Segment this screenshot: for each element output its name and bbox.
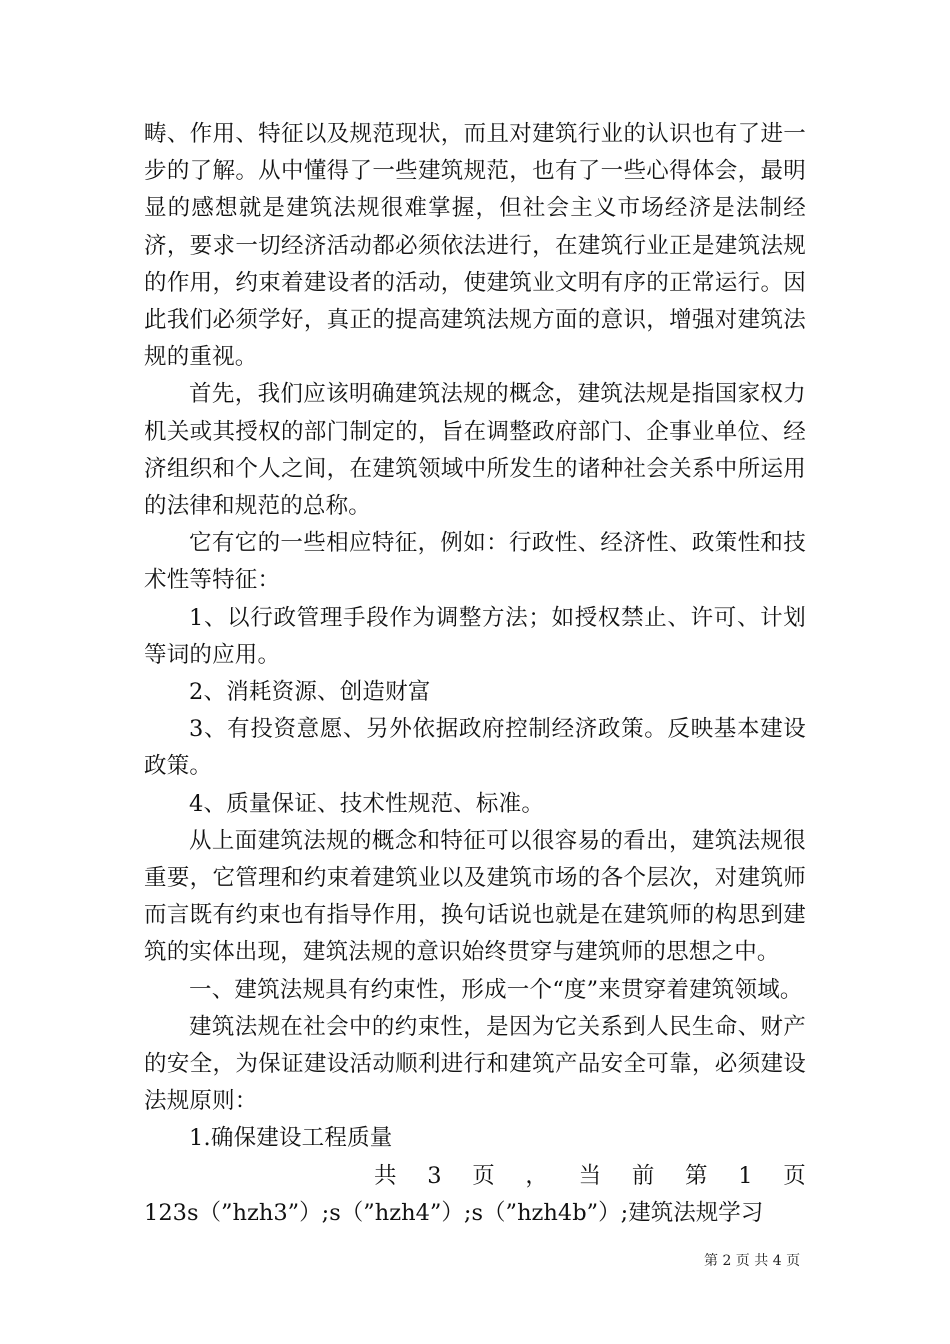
trailing-code-line: 123s（”hzh3”）;s（”hzh4”）;s（”hzh4b”）;建筑法规学习: [144, 1199, 764, 1226]
paragraph-11: 1.确保建设工程质量: [189, 1125, 393, 1152]
page-footer-label: 第 2 页 共 4 页: [704, 1253, 801, 1269]
paragraph-3: 它有它的一些相应特征，例如：行政性、经济性、政策性和技术性等特征：: [144, 530, 806, 594]
page-counter-token: 共: [374, 1162, 397, 1189]
page-counter-token: 当: [578, 1162, 602, 1189]
paragraph-7: 4、质量保证、技术性规范、标准。: [189, 790, 545, 817]
page-counter-token: 前: [631, 1162, 655, 1189]
paragraph-8: 从上面建筑法规的概念和特征可以很容易的看出，建筑法规很重要，它管理和约束着建筑业以及建筑市场的各个层次，对建筑师而言既有约束也有指导作用，换句话说也就是在建筑师的构思到建筑的实体出现，建筑法规的意识始终贯穿与建筑师的思想之中。: [144, 827, 806, 966]
document-body: [144, 116, 806, 1232]
page-counter-token: 第: [685, 1162, 708, 1189]
paragraph-6: 3、有投资意愿、另外依据政府控制经济政策。反映基本建设政策。: [144, 716, 806, 780]
paragraph-4: 1、以行政管理手段作为调整方法；如授权禁止、许可、计划等词的应用。: [144, 604, 806, 668]
page-counter-token: 页: [783, 1162, 806, 1189]
page-counter-token: 1: [738, 1162, 753, 1189]
paragraph-2: 首先，我们应该明确建筑法规的概念，建筑法规是指国家权力机关或其授权的部门制定的，旨在调整政府部门、企事业单位、经济组织和个人之间，在建筑领域中所发生的诸种社会关系中所运用的法律和规范的总称。: [144, 381, 806, 520]
paragraph-10: 建筑法规在社会中的约束性，是因为它关系到人民生命、财产的安全，为保证建设活动顺利进行和建筑产品安全可靠，必须建设法规原则：: [144, 1013, 806, 1115]
inline-page-counter: [144, 1158, 806, 1195]
page-counter-token: ，: [525, 1162, 549, 1189]
page-counter-token: 3: [427, 1162, 442, 1189]
paragraph-9: 一、建筑法规具有约束性，形成一个“度”来贯穿着建筑领域。: [189, 976, 803, 1003]
paragraph-5: 2、消耗资源、创造财富: [189, 679, 431, 706]
paragraph-1: 畴、作用、特征以及规范现状，而且对建筑行业的认识也有了进一步的了解。从中懂得了一些建筑规范，也有了一些心得体会，最明显的感想就是建筑法规很难掌握，但社会主义市场经济是法制经济，要求一切经济活动都必须依法进行，在建筑行业正是建筑法规的作用，约束着建设者的活动，使建筑业文明有序的正常运行。因此我们必须学好，真正的提高建筑法规方面的意识，增强对建筑法规的重视。: [144, 121, 806, 371]
page-counter-token: 页: [472, 1162, 495, 1189]
